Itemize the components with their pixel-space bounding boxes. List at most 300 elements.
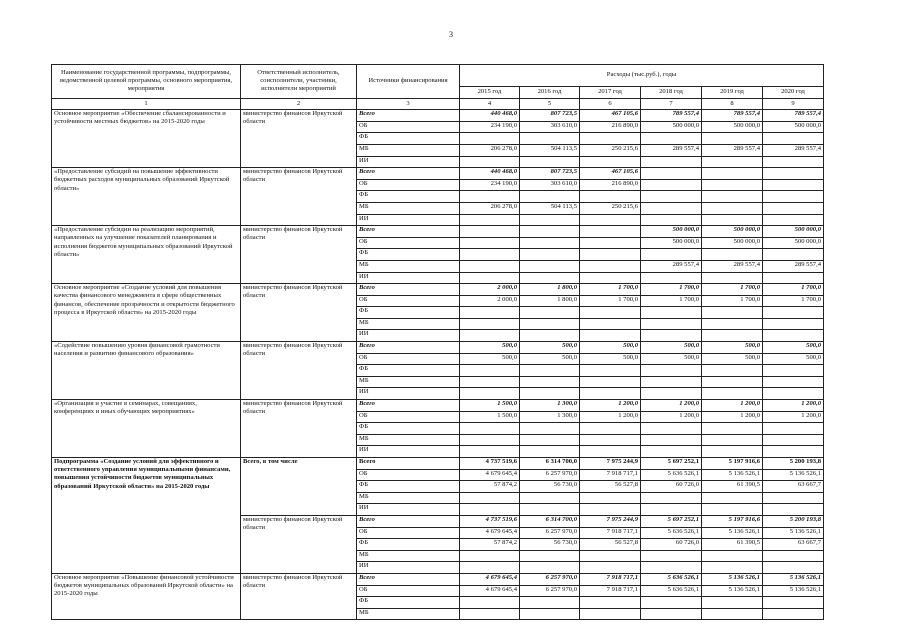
expense-value: 6 314 700,0: [520, 515, 580, 527]
expense-value: 234 190,0: [460, 121, 520, 133]
expense-value: 289 557,4: [641, 144, 702, 156]
expense-value: 60 726,0: [641, 539, 702, 551]
expense-value: [460, 608, 520, 620]
expense-value: [460, 597, 520, 609]
expense-value: [460, 133, 520, 145]
expense-value: [580, 214, 641, 226]
expense-value: 289 557,4: [763, 260, 824, 272]
expense-value: [702, 446, 763, 458]
expense-value: [580, 562, 641, 574]
expense-value: [460, 376, 520, 388]
expense-value: 56 730,0: [520, 539, 580, 551]
expense-value: [520, 434, 580, 446]
expense-value: 1 200,0: [641, 400, 702, 412]
expense-value: 6 314 700,0: [520, 458, 580, 470]
column-number: 2: [241, 98, 357, 110]
column-number: 1: [52, 98, 241, 110]
table-row: [52, 458, 824, 470]
expense-value: [641, 550, 702, 562]
expense-value: [520, 260, 580, 272]
funding-source: ФБ: [357, 597, 460, 609]
expense-value: [580, 237, 641, 249]
expense-value: [580, 133, 641, 145]
expense-value: 1 700,0: [702, 295, 763, 307]
expense-value: [580, 330, 641, 342]
expense-value: 500 000,0: [641, 237, 702, 249]
expense-value: [641, 133, 702, 145]
expense-value: 289 557,4: [763, 144, 824, 156]
expense-value: 5 636 526,1: [641, 469, 702, 481]
executor-cell: министерство финансов Иркутской области: [241, 110, 357, 168]
expense-value: 7 975 244,9: [580, 515, 641, 527]
funding-source: Всего: [357, 284, 460, 296]
expense-value: [763, 156, 824, 168]
expense-value: [641, 156, 702, 168]
expense-value: 216 890,0: [580, 179, 641, 191]
expense-value: [460, 156, 520, 168]
expense-value: 1 300,0: [520, 411, 580, 423]
expense-value: 5 636 526,1: [641, 527, 702, 539]
funding-source: МБ: [357, 550, 460, 562]
expense-value: 5 136 526,1: [763, 527, 824, 539]
expense-value: 7 975 244,9: [580, 458, 641, 470]
expense-value: 4 679 645,4: [460, 585, 520, 597]
expense-value: [763, 318, 824, 330]
expense-value: 5 136 526,1: [702, 527, 763, 539]
expense-value: 500 000,0: [702, 226, 763, 238]
expense-value: [460, 434, 520, 446]
expense-value: 289 557,4: [702, 144, 763, 156]
expense-value: [763, 608, 824, 620]
expense-value: [460, 388, 520, 400]
expense-value: [641, 492, 702, 504]
executor-cell: министерство финансов Иркутской области: [241, 342, 357, 400]
expense-value: [641, 608, 702, 620]
expense-value: [520, 272, 580, 284]
expense-value: [641, 376, 702, 388]
expense-value: 303 610,0: [520, 179, 580, 191]
expense-value: [520, 504, 580, 516]
table-row: [52, 226, 824, 238]
expense-value: 500,0: [763, 353, 824, 365]
expense-value: 500,0: [641, 353, 702, 365]
expense-value: 63 667,7: [763, 481, 824, 493]
expense-value: 63 667,7: [763, 539, 824, 551]
expense-value: 504 113,5: [520, 144, 580, 156]
expense-value: [520, 133, 580, 145]
expense-value: [763, 376, 824, 388]
expense-value: [580, 550, 641, 562]
expense-value: 4 679 645,4: [460, 527, 520, 539]
expense-value: 57 874,2: [460, 481, 520, 493]
expense-value: 1 500,0: [460, 400, 520, 412]
expense-value: [763, 504, 824, 516]
expense-value: [763, 272, 824, 284]
expense-value: [763, 492, 824, 504]
expense-value: [460, 504, 520, 516]
expense-value: 504 113,5: [520, 202, 580, 214]
expense-value: 6 257 970,0: [520, 573, 580, 585]
expense-value: [702, 550, 763, 562]
funding-source: МБ: [357, 434, 460, 446]
expense-value: 61 390,5: [702, 539, 763, 551]
expense-value: 60 726,0: [641, 481, 702, 493]
budget-table: [51, 64, 824, 620]
expense-value: [520, 446, 580, 458]
expense-value: 1 300,0: [520, 400, 580, 412]
expense-value: [460, 365, 520, 377]
expense-value: [763, 597, 824, 609]
expense-value: 467 105,6: [580, 110, 641, 122]
funding-source: ИИ: [357, 214, 460, 226]
expense-value: 440 468,0: [460, 110, 520, 122]
expense-value: [580, 226, 641, 238]
expense-value: [580, 446, 641, 458]
funding-source: Всего: [357, 168, 460, 180]
header-executor: Ответственный исполнитель, соисполнители, участники, исполнители мероприятий: [241, 65, 357, 99]
expense-value: [702, 272, 763, 284]
funding-source: ФБ: [357, 249, 460, 261]
expense-value: 500,0: [641, 342, 702, 354]
expense-value: [580, 434, 641, 446]
column-number: 6: [580, 98, 641, 110]
expense-value: 1 200,0: [702, 400, 763, 412]
expense-value: 250 215,6: [580, 202, 641, 214]
expense-value: [702, 249, 763, 261]
expense-value: 303 610,0: [520, 121, 580, 133]
funding-source: ФБ: [357, 423, 460, 435]
expense-value: [641, 562, 702, 574]
activity-name: Основное мероприятие «Обеспечение сбалансированности и устойчивости местных бюджетов» на 2015-2020 годы: [52, 110, 241, 168]
funding-source: ОБ: [357, 353, 460, 365]
expense-value: [641, 272, 702, 284]
funding-source: ИИ: [357, 562, 460, 574]
expense-value: 500,0: [702, 353, 763, 365]
expense-value: 2 000,0: [460, 295, 520, 307]
expense-value: [763, 179, 824, 191]
funding-source: Всего: [357, 110, 460, 122]
expense-value: [580, 365, 641, 377]
funding-source: МБ: [357, 318, 460, 330]
expense-value: [702, 608, 763, 620]
expense-value: 56 730,0: [520, 481, 580, 493]
expense-value: [460, 330, 520, 342]
expense-value: [580, 597, 641, 609]
expense-value: 1 200,0: [641, 411, 702, 423]
column-number: 5: [520, 98, 580, 110]
expense-value: [580, 249, 641, 261]
executor-cell: министерство финансов Иркутской области: [241, 573, 357, 619]
expense-value: [520, 376, 580, 388]
expense-value: 4 679 645,4: [460, 469, 520, 481]
funding-source: Всего: [357, 573, 460, 585]
expense-value: [641, 249, 702, 261]
column-number: 4: [460, 98, 520, 110]
funding-source: Всего: [357, 226, 460, 238]
expense-value: [641, 446, 702, 458]
funding-source: ОБ: [357, 295, 460, 307]
expense-value: 789 557,4: [763, 110, 824, 122]
expense-value: [763, 388, 824, 400]
expense-value: 7 918 717,1: [580, 527, 641, 539]
header-year: 2018 год: [641, 87, 702, 99]
expense-value: [702, 423, 763, 435]
expense-value: 234 190,0: [460, 179, 520, 191]
header-sources: Источники финансирования: [357, 65, 460, 99]
funding-source: ОБ: [357, 237, 460, 249]
funding-source: ОБ: [357, 585, 460, 597]
header-year: 2015 год: [460, 87, 520, 99]
expense-value: 5 636 526,1: [641, 585, 702, 597]
expense-value: 500 000,0: [702, 237, 763, 249]
expense-value: 1 700,0: [641, 284, 702, 296]
expense-value: 500 000,0: [702, 121, 763, 133]
expense-value: 1 700,0: [580, 295, 641, 307]
expense-value: 216 890,0: [580, 121, 641, 133]
expense-value: 500,0: [763, 342, 824, 354]
table-body: [52, 110, 824, 620]
expense-value: 500,0: [520, 342, 580, 354]
expense-value: [641, 423, 702, 435]
expense-value: [763, 191, 824, 203]
expense-value: 500,0: [460, 353, 520, 365]
header-year: 2019 год: [702, 87, 763, 99]
expense-value: [460, 272, 520, 284]
funding-source: ИИ: [357, 388, 460, 400]
expense-value: [580, 504, 641, 516]
expense-value: 789 557,4: [641, 110, 702, 122]
expense-value: [702, 318, 763, 330]
expense-value: [520, 191, 580, 203]
activity-name: «Содействие повышению уровня финансовой грамотности населения и развитию финансового образования»: [52, 342, 241, 400]
expense-value: 500,0: [520, 353, 580, 365]
expense-value: 6 257 970,0: [520, 527, 580, 539]
expense-value: [520, 388, 580, 400]
expense-value: 789 557,4: [702, 110, 763, 122]
expense-value: 807 723,5: [520, 110, 580, 122]
expense-value: [520, 597, 580, 609]
activity-name: Основное мероприятие «Создание условий для повышения качества финансового менеджмента в сфере общественных финансов, обеспечение прозрачности и открытости бюджетного процесса в Иркутской области» на 2015-2020 годы: [52, 284, 241, 342]
expense-value: [580, 156, 641, 168]
expense-value: 7 918 717,1: [580, 573, 641, 585]
expense-value: 7 918 717,1: [580, 585, 641, 597]
expense-value: [580, 260, 641, 272]
expense-value: [460, 550, 520, 562]
funding-source: МБ: [357, 260, 460, 272]
expense-value: [520, 226, 580, 238]
header-year: 2016 год: [520, 87, 580, 99]
expense-value: 6 257 970,0: [520, 585, 580, 597]
expense-value: 206 278,0: [460, 202, 520, 214]
expense-value: [580, 608, 641, 620]
expense-value: 206 278,0: [460, 144, 520, 156]
page-number: 3: [449, 30, 453, 39]
expense-value: 4 679 645,4: [460, 573, 520, 585]
expense-value: [580, 318, 641, 330]
expense-value: [460, 249, 520, 261]
expense-value: [460, 446, 520, 458]
funding-source: МБ: [357, 608, 460, 620]
expense-value: 2 000,0: [460, 284, 520, 296]
expense-value: [460, 214, 520, 226]
expense-value: 5 636 526,1: [641, 573, 702, 585]
table-row: [52, 284, 824, 296]
expense-value: 1 700,0: [641, 295, 702, 307]
executor-cell: министерство финансов Иркутской области: [241, 515, 357, 573]
expense-value: 500,0: [702, 342, 763, 354]
expense-value: 61 390,5: [702, 481, 763, 493]
expense-value: [520, 423, 580, 435]
expense-value: [702, 562, 763, 574]
funding-source: ИИ: [357, 446, 460, 458]
table-row: [52, 342, 824, 354]
expense-value: [702, 214, 763, 226]
expense-value: [520, 608, 580, 620]
column-number: 8: [702, 98, 763, 110]
expense-value: 250 215,6: [580, 144, 641, 156]
expense-value: [520, 550, 580, 562]
funding-source: Всего: [357, 342, 460, 354]
funding-source: ИИ: [357, 330, 460, 342]
funding-source: ОБ: [357, 411, 460, 423]
expense-value: 500 000,0: [763, 226, 824, 238]
funding-source: ОБ: [357, 121, 460, 133]
funding-source: ФБ: [357, 481, 460, 493]
expense-value: [460, 492, 520, 504]
expense-value: [580, 388, 641, 400]
expense-value: 1 800,0: [520, 284, 580, 296]
expense-value: 56 527,8: [580, 481, 641, 493]
header-name: Наименование государственной программы, подпрограммы, ведомственной целевой программы, основного мероприятия, мероприятия: [52, 65, 241, 99]
activity-name: «Предоставление субсидии на реализацию мероприятий, направленных на улучшение показателей планирования и исполнения бюджетов муниципальных образований Иркутской области»: [52, 226, 241, 284]
expense-value: [763, 434, 824, 446]
expense-value: [520, 330, 580, 342]
expense-value: 1 700,0: [580, 284, 641, 296]
expense-value: 500 000,0: [641, 121, 702, 133]
expense-value: [641, 202, 702, 214]
expense-value: 1 200,0: [580, 411, 641, 423]
expense-value: 1 800,0: [520, 295, 580, 307]
expense-value: 1 700,0: [763, 295, 824, 307]
expense-value: 1 700,0: [702, 284, 763, 296]
table-row: [52, 573, 824, 585]
expense-value: [763, 249, 824, 261]
funding-source: ФБ: [357, 539, 460, 551]
column-number: 3: [357, 98, 460, 110]
expense-value: [520, 318, 580, 330]
expense-value: 1 200,0: [702, 411, 763, 423]
expense-value: [702, 156, 763, 168]
expense-value: [460, 562, 520, 574]
expense-value: [702, 179, 763, 191]
expense-value: [702, 365, 763, 377]
expense-value: [702, 330, 763, 342]
expense-value: [702, 492, 763, 504]
expense-value: 5 200 193,8: [763, 458, 824, 470]
expense-value: 5 200 193,8: [763, 515, 824, 527]
activity-name: «Предоставление субсидий на повышение эффективности бюджетных расходов муниципальных образований Иркутской области»: [52, 168, 241, 226]
activity-name: Подпрограмма «Создание условий для эффективного и ответственного управления муниципальными финансами, повышения устойчивости бюджетов муниципальных образований Иркутской области» на 2015-2020 годы: [52, 458, 241, 574]
expense-value: [763, 550, 824, 562]
expense-value: 1 200,0: [763, 411, 824, 423]
expense-value: 5 697 252,1: [641, 515, 702, 527]
expense-value: [520, 156, 580, 168]
expense-value: [641, 597, 702, 609]
executor-cell: министерство финансов Иркутской области: [241, 400, 357, 458]
expense-value: 7 918 717,1: [580, 469, 641, 481]
expense-value: [641, 179, 702, 191]
expense-value: 289 557,4: [702, 260, 763, 272]
funding-source: Всего: [357, 458, 460, 470]
table-row: [52, 168, 824, 180]
expense-value: [763, 330, 824, 342]
expense-value: 500 000,0: [763, 121, 824, 133]
expense-value: 5 136 526,1: [763, 469, 824, 481]
expense-value: [702, 434, 763, 446]
expense-value: 5 136 526,1: [763, 585, 824, 597]
expense-value: [763, 423, 824, 435]
expense-value: [702, 388, 763, 400]
activity-name: Основное мероприятие «Повышение финансовой устойчивости бюджетов муниципальных образований Иркутской области» на 2015-2020 годы: [52, 573, 241, 619]
funding-source: Всего: [357, 400, 460, 412]
funding-source: МБ: [357, 144, 460, 156]
expense-value: [641, 168, 702, 180]
expense-value: [763, 446, 824, 458]
expense-value: [702, 376, 763, 388]
expense-value: [641, 318, 702, 330]
expense-value: [641, 388, 702, 400]
expense-value: 440 468,0: [460, 168, 520, 180]
funding-source: ОБ: [357, 527, 460, 539]
expense-value: 5 697 252,1: [641, 458, 702, 470]
expense-value: [460, 423, 520, 435]
expense-value: [641, 434, 702, 446]
expense-value: 5 197 916,6: [702, 515, 763, 527]
expense-value: [520, 249, 580, 261]
funding-source: ОБ: [357, 469, 460, 481]
expense-value: [763, 365, 824, 377]
funding-source: ФБ: [357, 365, 460, 377]
expense-value: 5 197 916,6: [702, 458, 763, 470]
expense-value: 5 136 526,1: [702, 573, 763, 585]
executor-cell: министерство финансов Иркутской области: [241, 226, 357, 284]
executor-cell: министерство финансов Иркутской области: [241, 168, 357, 226]
expense-value: [763, 214, 824, 226]
funding-source: ФБ: [357, 191, 460, 203]
header-expenses: Расходы (тыс.руб.), годы: [460, 65, 824, 87]
expense-value: 500,0: [460, 342, 520, 354]
expense-value: 4 737 519,6: [460, 515, 520, 527]
expense-value: 1 500,0: [460, 411, 520, 423]
column-number: 9: [763, 98, 824, 110]
funding-source: МБ: [357, 202, 460, 214]
expense-value: 500,0: [580, 342, 641, 354]
expense-value: [460, 226, 520, 238]
expense-value: [580, 191, 641, 203]
funding-source: ОБ: [357, 179, 460, 191]
expense-value: [702, 191, 763, 203]
funding-source: ИИ: [357, 504, 460, 516]
expense-value: 5 136 526,1: [763, 573, 824, 585]
expense-value: 467 105,6: [580, 168, 641, 180]
expense-value: [580, 307, 641, 319]
expense-value: [702, 168, 763, 180]
activity-name: «Организация и участие в семинарах, совещаниях, конференциях и иных обучающих мероприятиях»: [52, 400, 241, 458]
expense-value: [460, 260, 520, 272]
expense-value: [641, 330, 702, 342]
expense-value: [702, 307, 763, 319]
expense-value: 1 700,0: [763, 284, 824, 296]
